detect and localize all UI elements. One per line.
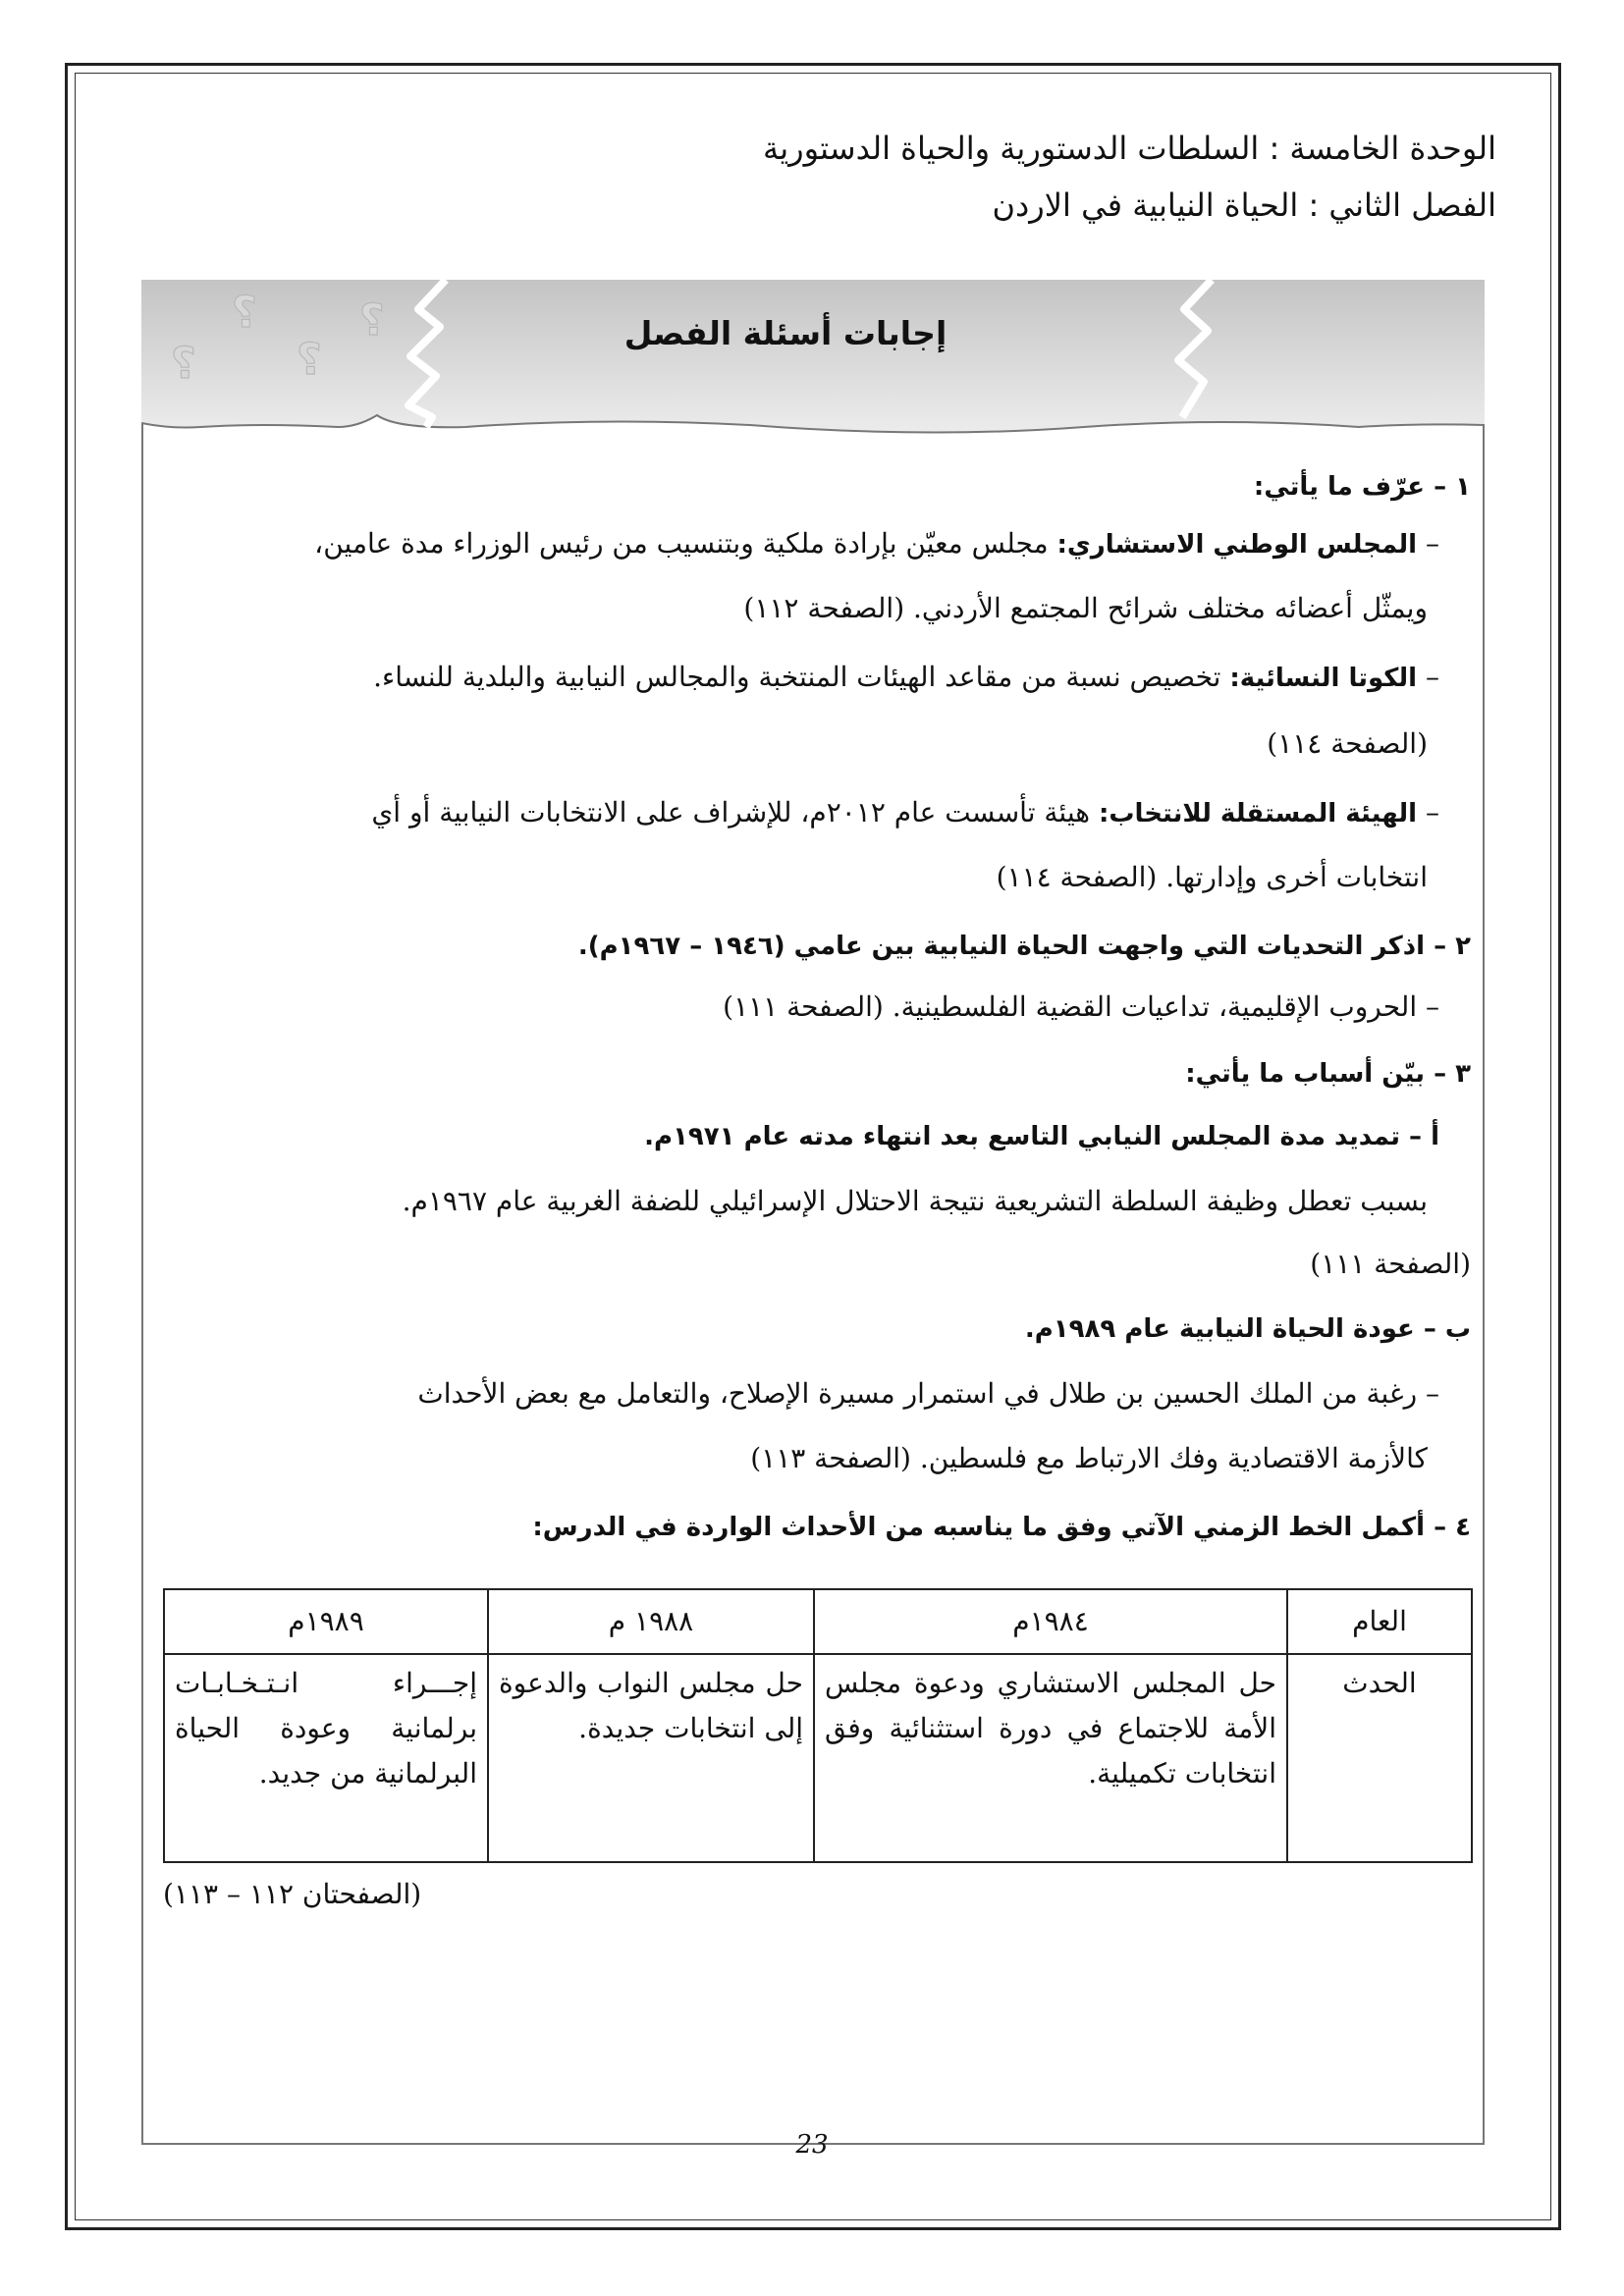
year-label-cell: العام (1287, 1589, 1472, 1654)
question-mark-icon: ؟ (171, 339, 196, 389)
year-cell: ١٩٨٩م (164, 1589, 488, 1654)
definition-term: الهيئة المستقلة للانتخاب: (1098, 799, 1418, 828)
unit-title: الوحدة الخامسة : السلطات الدستورية والحياة الدستورية (763, 130, 1496, 167)
definition-3: – الهيئة المستقلة للانتخاب: هيئة تأسست عام ٢٠١٢م، للإشراف على الانتخابات النيابية أو أي (371, 796, 1439, 828)
definition-term: المجلس الوطني الاستشاري: (1056, 530, 1418, 560)
definition-1-continuation: ويمثّل أعضائه مختلف شرائح المجتمع الأردني. (الصفحة ١١٢) (743, 592, 1428, 624)
table-row (164, 1589, 1472, 1654)
question-3a-answer: بسبب تعطل وظيفة السلطة التشريعية نتيجة الاحتلال الإسرائيلي للضفة الغربية عام ١٩٦٧م. (402, 1185, 1428, 1217)
question-3a-page: (الصفحة ١١١) (1310, 1248, 1471, 1280)
event-cell: إجـــراء انـتـخـابـات برلمانية وعودة الحياة البرلمانية من جديد. (164, 1654, 488, 1862)
definition-text: هيئة تأسست عام ٢٠١٢م، للإشراف على الانتخابات النيابية أو أي (371, 796, 1099, 828)
question-3b-answer: – رغبة من الملك الحسين بن طلال في استمرار مسيرة الإصلاح، والتعامل مع بعض الأحداث (417, 1377, 1439, 1410)
definition-text: تخصيص نسبة من مقاعد الهيئات المنتخبة والمجالس النيابية والبلدية للنساء. (373, 661, 1230, 693)
definition-term: الكوتا النسائية: (1229, 664, 1418, 693)
question-mark-icon: ؟ (232, 288, 257, 338)
question-1-heading: ١ – عرّف ما يأتي: (1253, 472, 1471, 502)
definition-2-continuation: (الصفحة ١١٤) (1267, 727, 1428, 760)
question-3-heading: ٣ – بيّن أسباب ما يأتي: (1185, 1059, 1471, 1089)
year-cell: ١٩٨٤م (814, 1589, 1287, 1654)
table-row (164, 1654, 1472, 1862)
question-2-answer: – الحروب الإقليمية، تداعيات القضية الفلسطينية. (الصفحة ١١١) (723, 990, 1439, 1023)
definition-1: – المجلس الوطني الاستشاري: مجلس معيّن بإرادة ملكية وبتنسيب من رئيس الوزراء مدة عامين، (314, 527, 1439, 560)
question-3a-heading: أ – تمديد مدة المجلس النيابي التاسع بعد انتهاء مدته عام ١٩٧١م. (644, 1122, 1439, 1151)
question-mark-icon: ؟ (297, 335, 322, 385)
definition-2: – الكوتا النسائية: تخصيص نسبة من مقاعد الهيئات المنتخبة والمجالس النيابية والبلدية للنساء. (373, 661, 1439, 693)
question-4-pages: (الصفحتان ١١٢ – ١١٣) (163, 1878, 422, 1910)
question-mark-icons (141, 280, 436, 427)
year-cell: ١٩٨٨ م (488, 1589, 814, 1654)
section-title: إجابات أسئلة الفصل (623, 314, 947, 352)
definition-text: مجلس معيّن بإرادة ملكية وبتنسيب من رئيس الوزراء مدة عامين، (314, 527, 1057, 560)
question-mark-icon: ؟ (359, 295, 385, 346)
question-3b-continuation: كالأزمة الاقتصادية وفك الارتباط مع فلسطين. (الصفحة ١١٣) (750, 1442, 1428, 1474)
question-4-heading: ٤ – أكمل الخط الزمني الآتي وفق ما يناسبه من الأحداث الواردة في الدرس: (532, 1513, 1471, 1542)
question-3b-heading: ب – عودة الحياة النيابية عام ١٩٨٩م. (1024, 1314, 1471, 1344)
question-2-heading: ٢ – اذكر التحديات التي واجهت الحياة النيابية بين عامي (١٩٤٦ – ١٩٦٧م). (577, 932, 1471, 961)
page-number: 23 (795, 2130, 829, 2160)
chapter-title: الفصل الثاني : الحياة النيابية في الاردن (992, 187, 1496, 224)
definition-3-continuation: انتخابات أخرى وإدارتها. (الصفحة ١١٤) (996, 861, 1428, 893)
event-cell: حل مجلس النواب والدعوة إلى انتخابات جديدة. (488, 1654, 814, 1862)
event-label-cell: الحدث (1287, 1654, 1472, 1862)
timeline-table (163, 1588, 1473, 1863)
event-cell: حل المجلس الاستشاري ودعوة مجلس الأمة للاجتماع في دورة استثنائية وفق انتخابات تكميلية. (814, 1654, 1287, 1862)
